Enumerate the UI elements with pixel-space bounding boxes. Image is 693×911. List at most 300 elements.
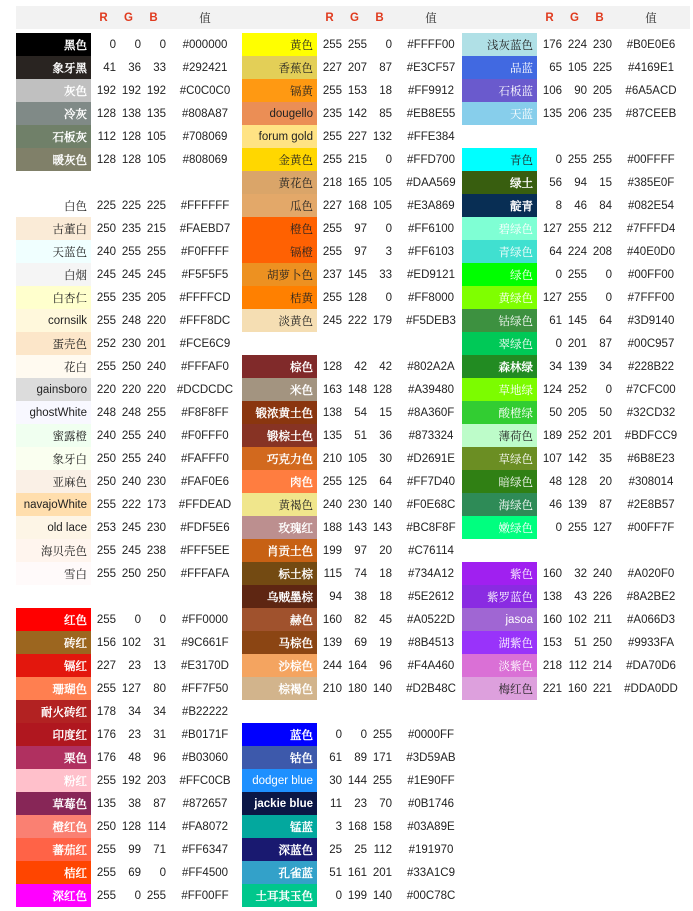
hex-value: #FFFFFF — [180, 199, 230, 212]
hex-value: #B03060 — [181, 751, 229, 764]
color-row — [16, 838, 244, 861]
g-value: 255 — [121, 429, 141, 442]
color-row — [242, 401, 470, 424]
color-swatch-name: 暖灰色 — [16, 148, 91, 171]
hex-value: #F4A460 — [407, 659, 455, 672]
color-swatch-name: jackie blue — [242, 792, 317, 815]
r-value: 255 — [96, 866, 116, 879]
color-row — [242, 102, 470, 125]
color-row — [16, 677, 244, 700]
hex-value: #EB8E55 — [406, 107, 456, 120]
g-value: 125 — [347, 475, 367, 488]
g-value: 43 — [574, 590, 587, 603]
g-value: 255 — [567, 291, 587, 304]
r-value: 255 — [322, 291, 342, 304]
hex-value: #D2691E — [407, 452, 455, 465]
r-value: 61 — [329, 751, 342, 764]
color-row — [16, 33, 244, 56]
color-swatch-name: dougello — [242, 102, 317, 125]
color-row — [242, 194, 470, 217]
g-value: 36 — [128, 61, 141, 74]
b-value: 143 — [372, 521, 392, 534]
b-value: 240 — [146, 360, 166, 373]
r-value: 160 — [542, 613, 562, 626]
color-swatch-name: 黄色 — [242, 33, 317, 56]
color-row — [242, 677, 470, 700]
r-value: 255 — [96, 498, 116, 511]
header-r: R — [99, 11, 108, 24]
r-value: 240 — [96, 245, 116, 258]
g-value: 34 — [128, 705, 141, 718]
color-row — [462, 240, 690, 263]
color-row — [242, 838, 470, 861]
g-value: 32 — [574, 567, 587, 580]
b-value: 205 — [146, 291, 166, 304]
g-value: 25 — [354, 843, 367, 856]
color-row — [16, 746, 244, 769]
r-value: 160 — [542, 567, 562, 580]
g-value: 222 — [121, 498, 141, 511]
column-header — [242, 6, 470, 29]
hex-value: #3D59AB — [406, 751, 456, 764]
hex-value: #BC8F8F — [406, 521, 456, 534]
r-value: 112 — [97, 130, 116, 143]
g-value: 160 — [567, 682, 587, 695]
r-value: 139 — [322, 636, 342, 649]
b-value: 18 — [379, 84, 392, 97]
header-r: R — [325, 11, 334, 24]
g-value: 192 — [121, 774, 141, 787]
g-value: 255 — [567, 153, 587, 166]
color-row — [16, 424, 244, 447]
b-value: 225 — [592, 61, 612, 74]
g-value: 206 — [567, 107, 587, 120]
color-swatch-name: 钴绿色 — [462, 309, 537, 332]
color-row — [462, 516, 690, 539]
g-value: 235 — [121, 291, 141, 304]
g-value: 138 — [121, 107, 141, 120]
hex-value: #FF8000 — [407, 291, 455, 304]
color-row — [462, 56, 690, 79]
hex-value: #DAA569 — [406, 176, 456, 189]
g-value: 255 — [121, 245, 141, 258]
b-value: 96 — [379, 659, 392, 672]
color-swatch-name: 镉黄 — [242, 79, 317, 102]
b-value: 212 — [592, 222, 612, 235]
color-swatch-name: 石板蓝 — [462, 79, 537, 102]
g-value: 168 — [347, 820, 367, 833]
color-swatch-name: 草地绿 — [462, 378, 537, 401]
g-value: 51 — [574, 636, 587, 649]
b-value: 0 — [385, 38, 392, 51]
color-swatch-name: 镉红 — [16, 654, 91, 677]
color-row — [16, 723, 244, 746]
color-swatch-name: 沙棕色 — [242, 654, 317, 677]
color-row — [242, 470, 470, 493]
hex-value: #87CEEB — [625, 107, 677, 120]
g-value: 245 — [121, 268, 141, 281]
r-value: 255 — [322, 475, 342, 488]
b-value: 240 — [146, 452, 166, 465]
color-swatch-name: 草莓色 — [16, 792, 91, 815]
header-g: G — [350, 11, 359, 24]
color-swatch-name: 栗色 — [16, 746, 91, 769]
color-row — [462, 585, 690, 608]
g-value: 225 — [121, 199, 141, 212]
color-swatch-name: 瓜色 — [242, 194, 317, 217]
r-value: 156 — [96, 636, 116, 649]
color-row — [242, 355, 470, 378]
header-spacer — [16, 6, 91, 29]
b-value: 220 — [146, 314, 166, 327]
b-value: 221 — [592, 682, 612, 695]
b-value: 34 — [153, 705, 166, 718]
header-g: G — [570, 11, 579, 24]
g-value: 207 — [347, 61, 367, 74]
g-value: 0 — [134, 889, 141, 902]
b-value: 87 — [599, 498, 612, 511]
color-row — [462, 332, 690, 355]
b-value: 18 — [379, 567, 392, 580]
r-value: 0 — [555, 268, 562, 281]
color-row — [242, 125, 470, 148]
header-b: B — [375, 11, 384, 24]
r-value: 250 — [96, 222, 116, 235]
color-row — [16, 815, 244, 838]
color-swatch-name: 黄花色 — [242, 171, 317, 194]
color-swatch-name: 象牙黑 — [16, 56, 91, 79]
color-swatch-name: 嫩绿色 — [462, 516, 537, 539]
b-value: 132 — [372, 130, 392, 143]
b-value: 171 — [372, 751, 392, 764]
b-value: 179 — [372, 314, 392, 327]
b-value: 0 — [385, 291, 392, 304]
r-value: 153 — [542, 636, 562, 649]
color-swatch-name: 品蓝 — [462, 56, 537, 79]
r-value: 128 — [322, 360, 342, 373]
color-swatch-name: 淡紫色 — [462, 654, 537, 677]
hex-value: #4169E1 — [627, 61, 675, 74]
color-row — [242, 654, 470, 677]
r-value: 0 — [555, 337, 562, 350]
b-value: 255 — [146, 889, 166, 902]
b-value: 105 — [146, 153, 166, 166]
g-value: 235 — [121, 222, 141, 235]
color-column-3 — [462, 6, 690, 911]
g-value: 23 — [128, 728, 141, 741]
b-value: 255 — [592, 153, 612, 166]
color-swatch-name: 巧克力色 — [242, 447, 317, 470]
color-swatch-name: 蓝色 — [242, 723, 317, 746]
color-row — [462, 309, 690, 332]
r-value: 245 — [322, 314, 342, 327]
color-swatch-name: 白色 — [16, 194, 91, 217]
hex-value: #FFF5EE — [180, 544, 230, 557]
color-swatch-name: 土耳其玉色 — [242, 884, 317, 907]
color-swatch-name: forum gold — [242, 125, 317, 148]
r-value: 255 — [96, 774, 116, 787]
b-value: 30 — [379, 452, 392, 465]
r-value: 192 — [96, 84, 116, 97]
color-row — [16, 884, 244, 907]
hex-value: #ED9121 — [407, 268, 455, 281]
color-row — [242, 263, 470, 286]
g-value: 102 — [567, 613, 587, 626]
r-value: 65 — [549, 61, 562, 74]
r-value: 46 — [549, 498, 562, 511]
hex-value: #FF6100 — [407, 222, 455, 235]
color-swatch-name: gainsboro — [16, 378, 91, 401]
r-value: 220 — [96, 383, 116, 396]
g-value: 255 — [567, 521, 587, 534]
hex-value: #B22222 — [181, 705, 229, 718]
b-value: 18 — [379, 590, 392, 603]
color-swatch-name: 石板灰 — [16, 125, 91, 148]
g-value: 139 — [567, 498, 587, 511]
color-swatch-name: 绿色 — [462, 263, 537, 286]
color-swatch-name: 雪白 — [16, 562, 91, 585]
g-value: 222 — [347, 314, 367, 327]
hex-value: #FF00FF — [181, 889, 229, 902]
b-value: 15 — [379, 406, 392, 419]
r-value: 41 — [103, 61, 116, 74]
b-value: 50 — [599, 406, 612, 419]
hex-value: #F0FFFF — [181, 245, 229, 258]
hex-value: #FFE384 — [407, 130, 455, 143]
b-value: 105 — [372, 176, 392, 189]
color-row — [16, 861, 244, 884]
color-swatch-name: 蕃茄红 — [16, 838, 91, 861]
color-row — [242, 309, 470, 332]
b-value: 140 — [372, 889, 392, 902]
r-value: 255 — [96, 567, 116, 580]
b-value: 238 — [146, 544, 166, 557]
color-swatch-name: 橙色 — [242, 217, 317, 240]
color-row — [16, 355, 244, 378]
header-spacer — [462, 6, 537, 29]
b-value: 0 — [159, 38, 166, 51]
color-row — [242, 723, 470, 746]
color-swatch-name: 靛青 — [462, 194, 537, 217]
g-value: 205 — [567, 406, 587, 419]
g-value: 220 — [121, 383, 141, 396]
b-value: 3 — [385, 245, 392, 258]
color-column-2 — [242, 6, 470, 911]
g-value: 69 — [354, 636, 367, 649]
g-value: 46 — [574, 199, 587, 212]
color-row — [16, 125, 244, 148]
hex-value: #1E90FF — [407, 774, 455, 787]
color-swatch-name: 酸橙绿 — [462, 401, 537, 424]
color-swatch-name: 赫色 — [242, 608, 317, 631]
r-value: 48 — [549, 475, 562, 488]
r-value: 255 — [96, 314, 116, 327]
color-row — [16, 631, 244, 654]
color-swatch-name: 印度红 — [16, 723, 91, 746]
g-value: 128 — [121, 153, 141, 166]
r-value: 163 — [322, 383, 342, 396]
g-value: 215 — [347, 153, 367, 166]
hex-value: #DA70D6 — [626, 659, 676, 672]
b-value: 85 — [379, 107, 392, 120]
r-value: 255 — [322, 38, 342, 51]
b-value: 215 — [146, 222, 166, 235]
header-b: B — [149, 11, 158, 24]
g-value: 255 — [567, 268, 587, 281]
r-value: 0 — [555, 153, 562, 166]
g-value: 245 — [121, 521, 141, 534]
g-value: 250 — [121, 567, 141, 580]
g-value: 143 — [347, 521, 367, 534]
g-value: 97 — [354, 222, 367, 235]
color-swatch-name: dodger blue — [242, 769, 317, 792]
color-swatch-name: 锻浓黄土色 — [242, 401, 317, 424]
color-row — [462, 33, 690, 56]
color-row — [462, 148, 690, 171]
r-value: 94 — [329, 590, 342, 603]
color-row — [16, 447, 244, 470]
g-value: 250 — [121, 360, 141, 373]
color-swatch-name: 肖贡土色 — [242, 539, 317, 562]
color-swatch-name: 砖红 — [16, 631, 91, 654]
r-value: 135 — [322, 429, 342, 442]
color-swatch-name: navajoWhite — [16, 493, 91, 516]
hex-value: #8A360F — [407, 406, 455, 419]
color-swatch-name: 白杏仁 — [16, 286, 91, 309]
color-row — [242, 447, 470, 470]
b-value: 80 — [153, 682, 166, 695]
color-row — [16, 309, 244, 332]
r-value: 124 — [542, 383, 562, 396]
b-value: 203 — [146, 774, 166, 787]
hex-value: #385E0F — [627, 176, 675, 189]
color-swatch-name: jasoa — [462, 608, 537, 631]
hex-value: #9933FA — [627, 636, 675, 649]
hex-value: #872657 — [182, 797, 228, 810]
color-row — [16, 79, 244, 102]
r-value: 255 — [322, 222, 342, 235]
r-value: 135 — [542, 107, 562, 120]
color-row — [462, 631, 690, 654]
hex-value: #8B4513 — [407, 636, 455, 649]
color-swatch-name: 米色 — [242, 378, 317, 401]
color-swatch-name: 棕褐色 — [242, 677, 317, 700]
hex-value: #B0E0E6 — [626, 38, 676, 51]
r-value: 250 — [96, 475, 116, 488]
r-value: 248 — [96, 406, 116, 419]
color-row — [462, 447, 690, 470]
color-swatch-name: 象牙白 — [16, 447, 91, 470]
g-value: 69 — [128, 866, 141, 879]
hex-value: #FFDEAD — [178, 498, 232, 511]
color-row — [16, 286, 244, 309]
color-swatch-name: 灰色 — [16, 79, 91, 102]
b-value: 255 — [372, 728, 392, 741]
hex-value: #D2B48C — [406, 682, 456, 695]
b-value: 0 — [605, 291, 612, 304]
hex-value: #FFFFCD — [179, 291, 231, 304]
color-row — [242, 217, 470, 240]
color-row — [462, 608, 690, 631]
r-value: 61 — [549, 314, 562, 327]
g-value: 192 — [121, 84, 141, 97]
b-value: 36 — [379, 429, 392, 442]
color-swatch-name: 胡萝卜色 — [242, 263, 317, 286]
hex-value: #2E8B57 — [627, 498, 675, 511]
color-swatch-name: 青绿色 — [462, 240, 537, 263]
r-value: 128 — [96, 107, 116, 120]
color-row — [16, 194, 244, 217]
r-value: 250 — [96, 452, 116, 465]
b-value: 31 — [153, 636, 166, 649]
g-value: 97 — [354, 544, 367, 557]
r-value: 255 — [96, 682, 116, 695]
header-b: B — [595, 11, 604, 24]
r-value: 218 — [542, 659, 562, 672]
color-swatch-name: 金黄色 — [242, 148, 317, 171]
b-value: 201 — [146, 337, 166, 350]
color-swatch-name: 马棕色 — [242, 631, 317, 654]
hex-value: #00FF7F — [627, 521, 675, 534]
color-row — [16, 470, 244, 493]
color-swatch-name: 标土棕 — [242, 562, 317, 585]
b-value: 71 — [153, 843, 166, 856]
hex-value: #FF0000 — [181, 613, 229, 626]
g-value: 227 — [347, 130, 367, 143]
g-value: 148 — [347, 383, 367, 396]
hex-value: #FFC0CB — [179, 774, 231, 787]
r-value: 253 — [96, 521, 116, 534]
color-swatch-name: 黑色 — [16, 33, 91, 56]
color-row — [242, 792, 470, 815]
color-swatch-name: 碧绿色 — [462, 217, 537, 240]
hex-value: #33A1C9 — [407, 866, 455, 879]
r-value: 255 — [322, 130, 342, 143]
color-swatch-name: 蜜露橙 — [16, 424, 91, 447]
r-value: 0 — [555, 521, 562, 534]
b-value: 230 — [146, 475, 166, 488]
hex-value: #292421 — [182, 61, 228, 74]
hex-value: #6A5ACD — [625, 84, 677, 97]
r-value: 250 — [96, 820, 116, 833]
b-value: 140 — [372, 498, 392, 511]
color-row — [242, 56, 470, 79]
g-value: 161 — [347, 866, 367, 879]
r-value: 160 — [322, 613, 342, 626]
hex-value: #708069 — [182, 130, 228, 143]
hex-value: #191970 — [408, 843, 454, 856]
color-swatch-name: 海绿色 — [462, 493, 537, 516]
hex-value: #8A2BE2 — [626, 590, 676, 603]
g-value: 89 — [354, 751, 367, 764]
hex-value: #00FF00 — [627, 268, 675, 281]
g-value: 142 — [347, 107, 367, 120]
r-value: 235 — [322, 107, 342, 120]
r-value: 25 — [329, 843, 342, 856]
color-swatch-name: 青色 — [462, 148, 537, 171]
hex-value: #873324 — [408, 429, 454, 442]
b-value: 45 — [379, 613, 392, 626]
hex-value: #F5DEB3 — [406, 314, 456, 327]
b-value: 240 — [146, 429, 166, 442]
hex-value: #F0E68C — [406, 498, 456, 511]
b-value: 105 — [146, 130, 166, 143]
b-value: 33 — [379, 268, 392, 281]
g-value: 165 — [347, 176, 367, 189]
hex-value: #FF6103 — [407, 245, 455, 258]
hex-value: #FA8072 — [181, 820, 229, 833]
r-value: 210 — [322, 452, 342, 465]
